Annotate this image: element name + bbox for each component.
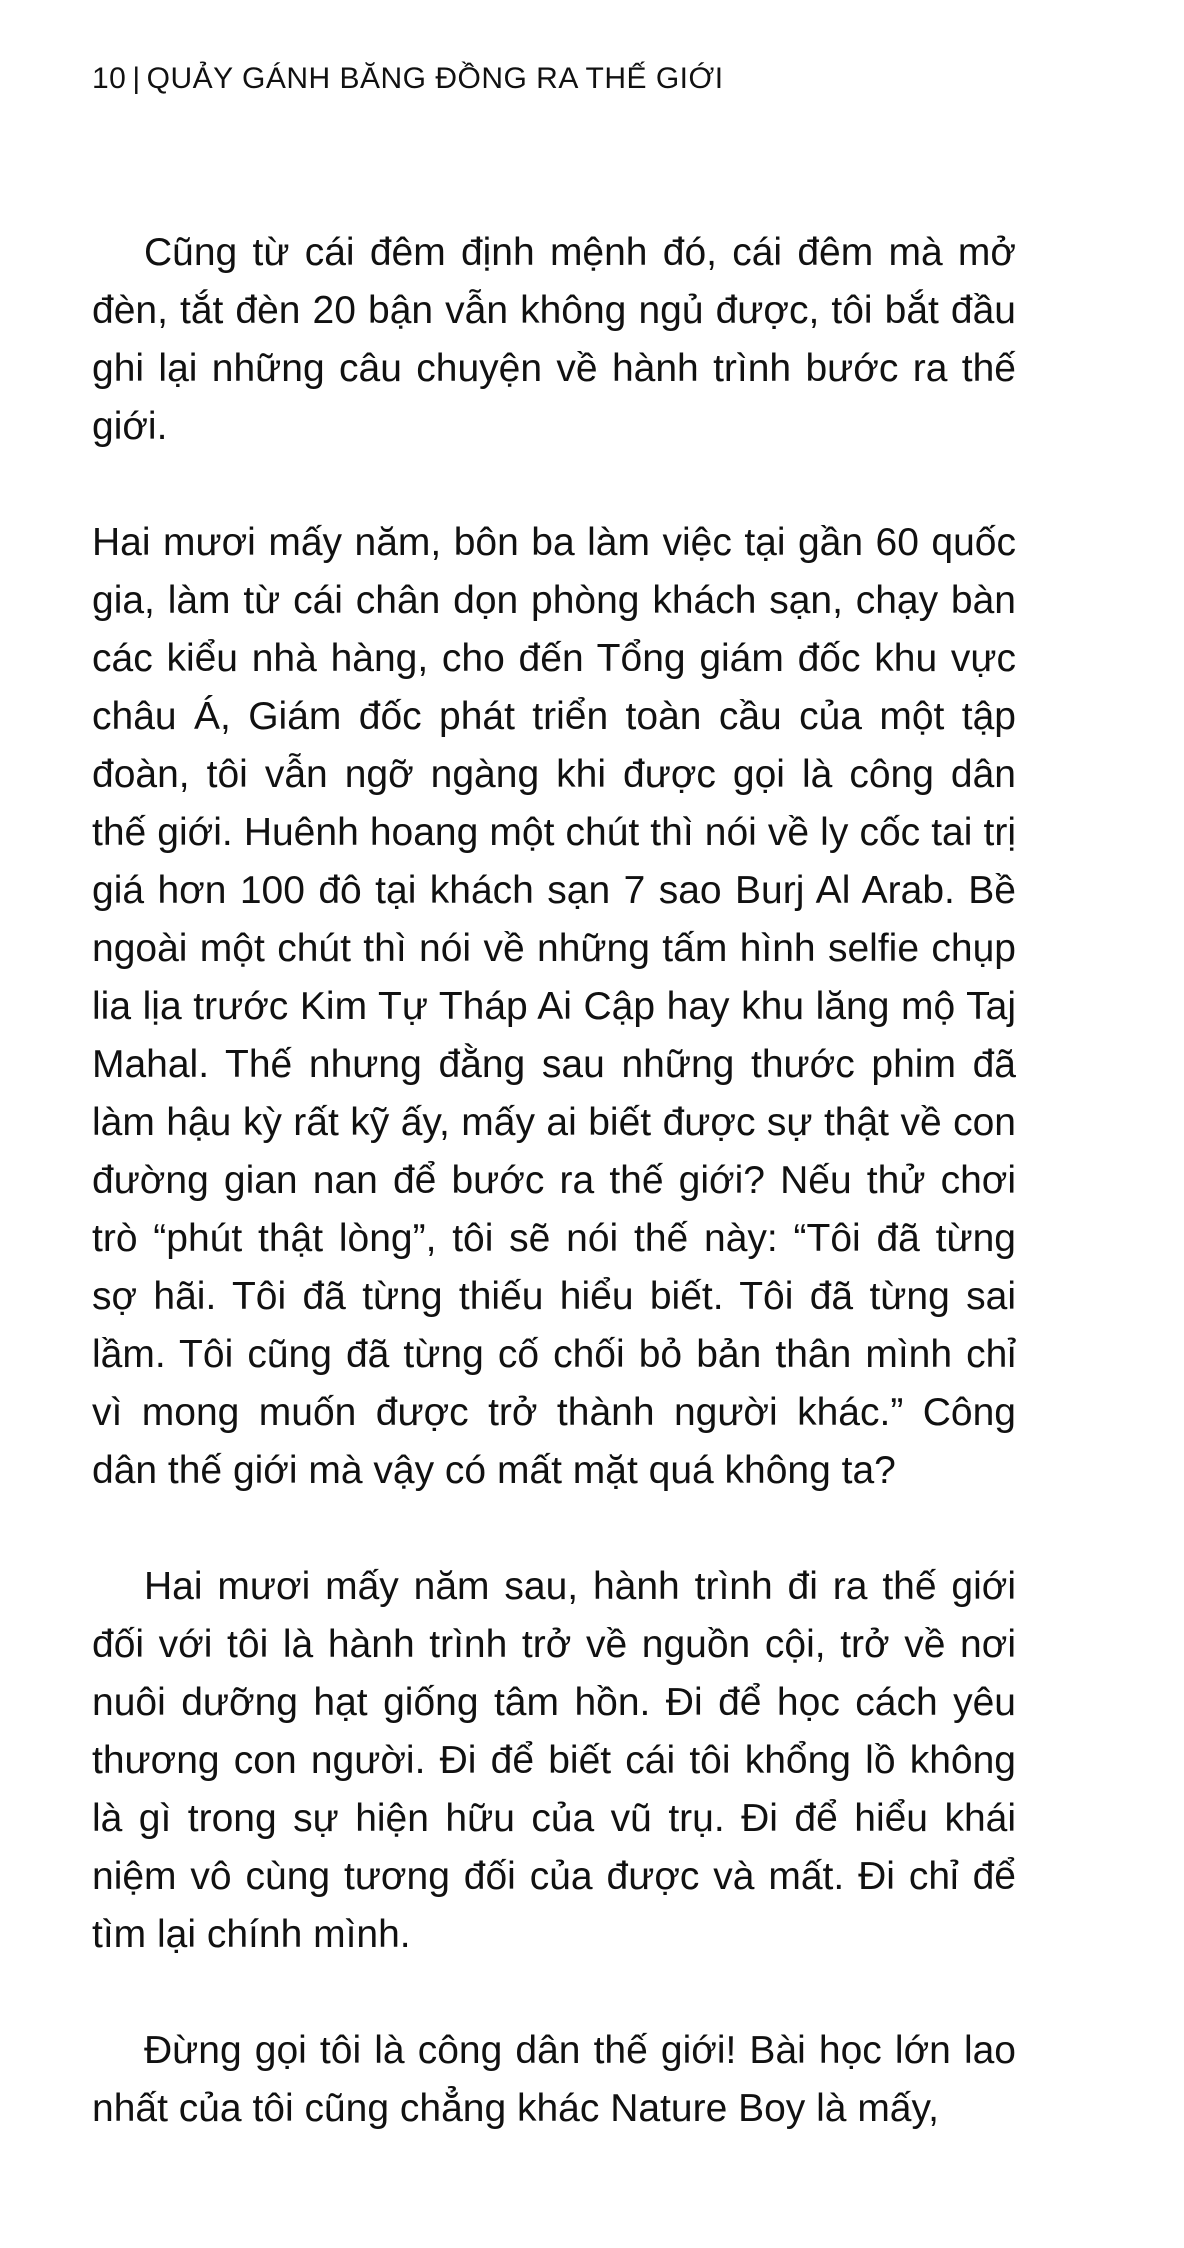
- paragraph-1: Cũng từ cái đêm định mệnh đó, cái đêm mà mở đèn, tắt đèn 20 bận vẫn không ngủ được, tôi bắt đầu ghi lại những câu chuyện về hành trình bước ra thế giới.: [92, 231, 1016, 448]
- body-text: [92, 224, 1016, 2138]
- paragraph-2: Hai mươi mấy năm, bôn ba làm việc tại gần 60 quốc gia, làm từ cái chân dọn phòng khách sạn, chạy bàn các kiểu nhà hàng, cho đến Tổng giám đốc khu vực châu Á, Giám đốc phát triển toàn cầu của một tập đoàn, tôi vẫn ngỡ ngàng khi được gọi là công dân thế giới. Huênh hoang một chút thì nói về ly cốc tai trị giá hơn 100 đô tại khách sạn 7 sao Burj Al Arab. Bề ngoài một chút thì nói về những tấm hình selfie chụp lia lịa trước Kim Tự Tháp Ai Cập hay khu lăng mộ Taj Mahal. Thế nhưng đằng sau những thước phim đã làm hậu kỳ rất kỹ ấy, mấy ai biết được sự thật về con đường gian nan để bước ra thế giới? Nếu thử chơi trò “phút thật lòng”, tôi sẽ nói thế này: “Tôi đã từng sợ hãi. Tôi đã từng thiếu hiểu biết. Tôi đã từng sai lầm. Tôi cũng đã từng cố chối bỏ bản thân mình chỉ vì mong muốn được trở thành người khác.” Công dân thế giới mà vậy có mất mặt quá không ta?: [92, 521, 1016, 1492]
- header-separator: |: [132, 62, 141, 95]
- running-header: [92, 62, 724, 96]
- paragraph-3: Hai mươi mấy năm sau, hành trình đi ra thế giới đối với tôi là hành trình trở về nguồn cội, trở về nơi nuôi dưỡng hạt giống tâm hồn. Đi để học cách yêu thương con người. Đi để biết cái tôi khổng lồ không là gì trong sự hiện hữu của vũ trụ. Đi để hiểu khái niệm vô cùng tương đối của được và mất. Đi chỉ để tìm lại chính mình.: [92, 1565, 1016, 1956]
- book-title: QUẢY GÁNH BĂNG ĐỒNG RA THẾ GIỚI: [146, 62, 724, 95]
- paragraph-4: Đừng gọi tôi là công dân thế giới! Bài học lớn lao nhất của tôi cũng chẳng khác Nature Boy là mấy,: [92, 2029, 1016, 2130]
- page-number: 10: [92, 62, 127, 95]
